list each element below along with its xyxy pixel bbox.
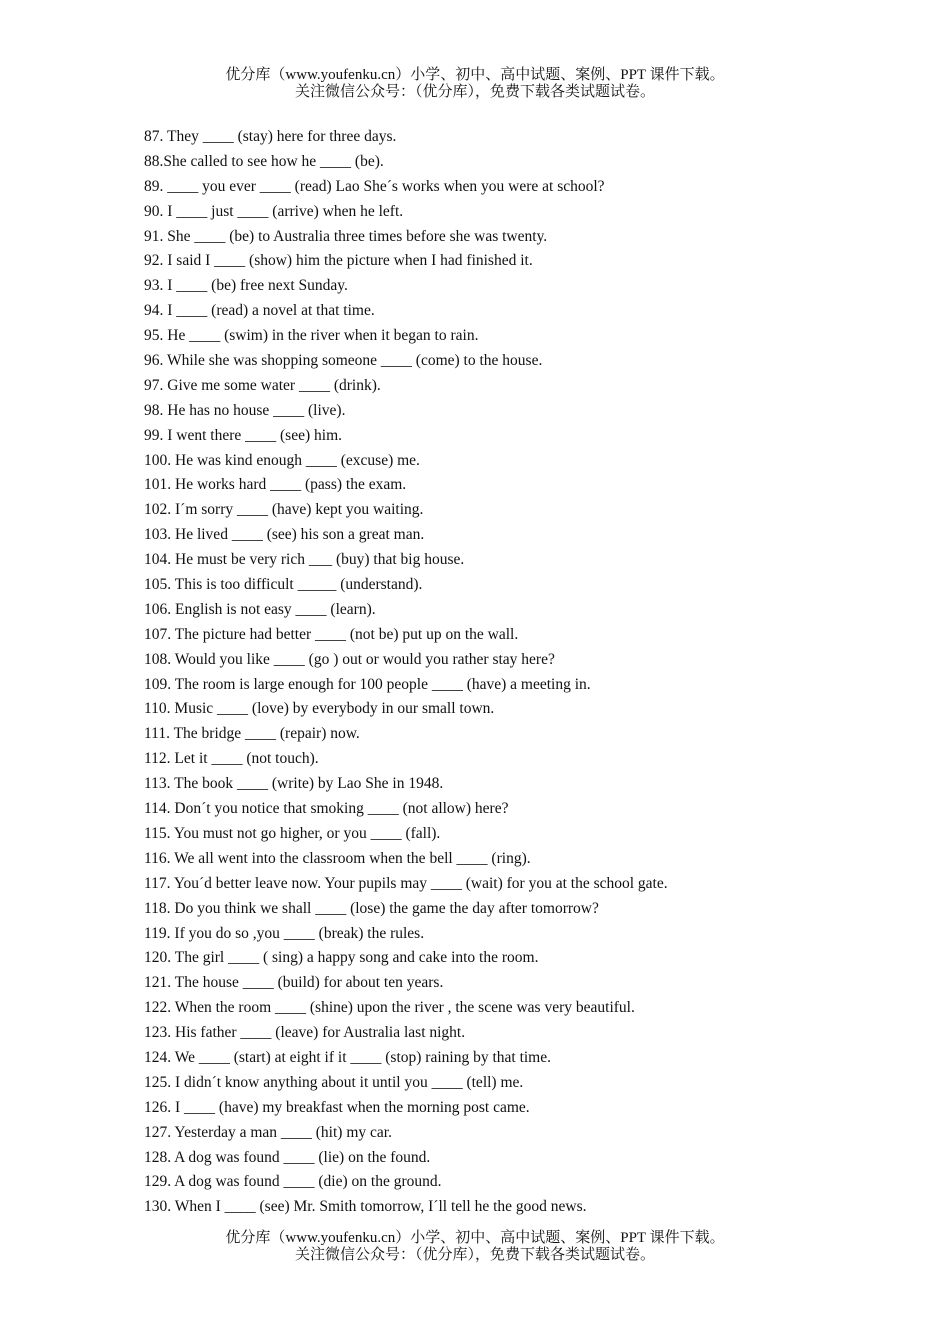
exercise-item: 112. Let it ____ (not touch). bbox=[144, 750, 319, 768]
exercise-list bbox=[144, 125, 668, 1220]
exercise-item: 95. He ____ (swim) in the river when it began to rain. bbox=[144, 327, 479, 345]
exercise-item: 96. While she was shopping someone ____ (come) to the house. bbox=[144, 352, 543, 370]
exercise-item: 125. I didn´t know anything about it until you ____ (tell) me. bbox=[144, 1073, 524, 1091]
exercise-item: 121. The house ____ (build) for about ten years. bbox=[144, 974, 444, 992]
exercise-item: 117. You´d better leave now. Your pupils may ____ (wait) for you at the school gate. bbox=[144, 874, 668, 892]
exercise-item: 99. I went there ____ (see) him. bbox=[144, 426, 342, 444]
exercise-item: 89. ____ you ever ____ (read) Lao She´s works when you were at school? bbox=[144, 177, 605, 195]
exercise-item: 92. I said I ____ (show) him the picture when I had finished it. bbox=[144, 252, 533, 270]
exercise-item: 111. The bridge ____ (repair) now. bbox=[144, 725, 360, 743]
exercise-item: 97. Give me some water ____ (drink). bbox=[144, 376, 381, 394]
exercise-item: 110. Music ____ (love) by everybody in our small town. bbox=[144, 700, 495, 718]
exercise-item: 98. He has no house ____ (live). bbox=[144, 401, 346, 419]
page-header bbox=[0, 67, 950, 101]
exercise-item: 105. This is too difficult _____ (understand). bbox=[144, 576, 423, 594]
exercise-item: 126. I ____ (have) my breakfast when the morning post came. bbox=[144, 1098, 530, 1116]
exercise-item: 127. Yesterday a man ____ (hit) my car. bbox=[144, 1123, 392, 1141]
exercise-item: 128. A dog was found ____ (lie) on the found. bbox=[144, 1148, 431, 1166]
exercise-item: 100. He was kind enough ____ (excuse) me. bbox=[144, 451, 420, 469]
exercise-item: 103. He lived ____ (see) his son a great man. bbox=[144, 526, 425, 544]
exercise-item: 104. He must be very rich ___ (buy) that big house. bbox=[144, 551, 465, 569]
exercise-item: 122. When the room ____ (shine) upon the river , the scene was very beautiful. bbox=[144, 999, 635, 1017]
header-line-2: 关注微信公众号：（优分库），免费下载各类试题试卷。 bbox=[294, 84, 655, 100]
exercise-item: 102. I´m sorry ____ (have) kept you waiting. bbox=[144, 501, 424, 519]
exercise-item: 114. Don´t you notice that smoking ____ (not allow) here? bbox=[144, 800, 509, 818]
page-footer bbox=[0, 1230, 950, 1264]
exercise-item: 130. When I ____ (see) Mr. Smith tomorrow, I´ll tell he the good news. bbox=[144, 1198, 587, 1216]
exercise-item: 108. Would you like ____ (go ) out or would you rather stay here? bbox=[144, 650, 555, 668]
exercise-item: 106. English is not easy ____ (learn). bbox=[144, 600, 376, 618]
exercise-item: 94. I ____ (read) a novel at that time. bbox=[144, 302, 375, 320]
exercise-item: 90. I ____ just ____ (arrive) when he left. bbox=[144, 202, 404, 220]
header-line-1: 优分库（www.youfenku.cn）小学、初中、高中试题、案例、PPT 课件下载。 bbox=[225, 67, 725, 83]
exercise-item: 87. They ____ (stay) here for three days. bbox=[144, 128, 397, 145]
exercise-item: 120. The girl ____ ( sing) a happy song and cake into the room. bbox=[144, 949, 539, 967]
footer-line-1: 优分库（www.youfenku.cn）小学、初中、高中试题、案例、PPT 课件下载。 bbox=[225, 1230, 725, 1246]
exercise-item: 107. The picture had better ____ (not be) put up on the wall. bbox=[144, 625, 519, 643]
exercise-item: 123. His father ____ (leave) for Australia last night. bbox=[144, 1024, 466, 1042]
exercise-item: 116. We all went into the classroom when the bell ____ (ring). bbox=[144, 849, 531, 867]
exercise-item: 113. The book ____ (write) by Lao She in 1948. bbox=[144, 775, 444, 793]
exercise-item: 118. Do you think we shall ____ (lose) the game the day after tomorrow? bbox=[144, 899, 599, 917]
exercise-item: 124. We ____ (start) at eight if it ____ (stop) raining by that time. bbox=[144, 1048, 551, 1066]
exercise-item: 109. The room is large enough for 100 people ____ (have) a meeting in. bbox=[144, 675, 591, 693]
exercise-item: 129. A dog was found ____ (die) on the ground. bbox=[144, 1173, 442, 1191]
exercise-item: 101. He works hard ____ (pass) the exam. bbox=[144, 476, 407, 494]
footer-line-2: 关注微信公众号：（优分库），免费下载各类试题试卷。 bbox=[294, 1247, 655, 1263]
exercise-item: 88.She called to see how he ____ (be). bbox=[144, 152, 384, 170]
exercise-item: 119. If you do so ,you ____ (break) the rules. bbox=[144, 924, 425, 942]
exercise-item: 91. She ____ (be) to Australia three times before she was twenty. bbox=[144, 227, 548, 245]
exercise-item: 93. I ____ (be) free next Sunday. bbox=[144, 277, 348, 295]
exercise-item: 115. You must not go higher, or you ____ (fall). bbox=[144, 824, 441, 842]
